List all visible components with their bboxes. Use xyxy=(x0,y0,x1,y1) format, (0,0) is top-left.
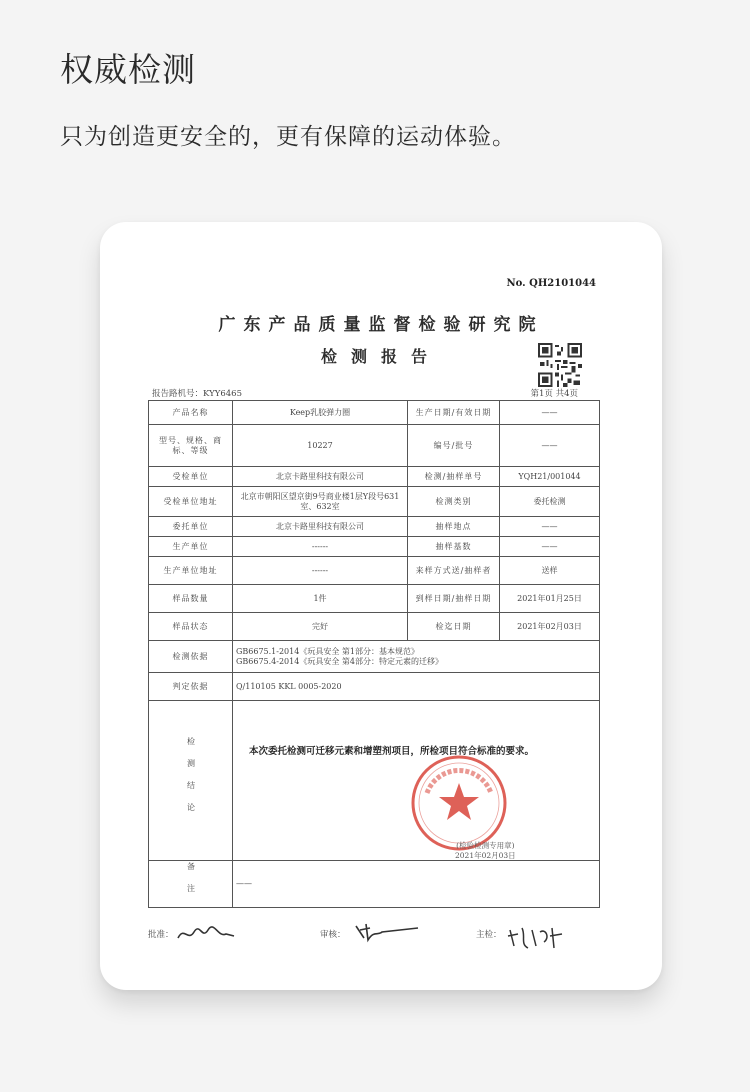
production-date-value: —— xyxy=(500,401,600,425)
test-basis-label: 检测依据 xyxy=(149,641,233,673)
product-name-label: 产品名称 xyxy=(149,401,233,425)
table-row xyxy=(149,613,600,641)
institute-name: 广东产品质量监督检验研究院 xyxy=(218,315,544,335)
table-row xyxy=(149,557,600,585)
review-label: 审核： xyxy=(320,930,346,940)
review-signature xyxy=(320,928,346,940)
sample-method-label: 来样方式送/抽样者 xyxy=(408,557,500,585)
stamp-caption xyxy=(455,841,516,861)
inspect-label: 主检： xyxy=(476,930,502,940)
sample-qty-label: 样品数量 xyxy=(149,585,233,613)
sample-order-value: YQH21/001044 xyxy=(500,467,600,487)
judgment-basis-value: Q/110105 KKL 0005-2020 xyxy=(233,673,600,701)
test-category-label: 检测类别 xyxy=(408,487,500,517)
qr-code-icon xyxy=(538,342,582,388)
conclusion-text: 本次委托检测可迁移元素和增塑剂项目，所检项目符合标准的要求。 xyxy=(249,746,535,757)
sampling-base-label: 抽样基数 xyxy=(408,537,500,557)
official-seal-icon xyxy=(409,753,509,853)
sampling-location-value: —— xyxy=(500,517,600,537)
registration-number: 报告路机号：KYY6465 xyxy=(152,389,242,399)
manufacturer-address-value: ------ xyxy=(233,557,408,585)
judgment-basis-label: 判定依据 xyxy=(149,673,233,701)
client-address-label: 受检单位地址 xyxy=(149,487,233,517)
handwritten-signature-icon xyxy=(352,920,422,944)
manufacturer-address-label: 生产单位地址 xyxy=(149,557,233,585)
approve-label: 批准： xyxy=(148,930,174,940)
manufacturer-value: ------ xyxy=(233,537,408,557)
batch-no-label: 编号/批号 xyxy=(408,425,500,467)
signature-row xyxy=(148,928,599,962)
handwritten-signature-icon xyxy=(176,922,236,944)
conclusion-label: 检测结论 xyxy=(149,701,233,861)
table-row xyxy=(149,537,600,557)
test-basis-line-2: GB6675.4-2014《玩具安全 第4部分：特定元素的迁移》 xyxy=(236,656,443,666)
page-title: 权威检测 xyxy=(60,50,196,89)
entrusting-unit-label: 委托单位 xyxy=(149,517,233,537)
client-address-value: 北京市朝阳区望京街9号商业楼1层Y段号631室、632室 xyxy=(233,487,408,517)
approve-signature xyxy=(148,928,174,940)
test-category-value: 委托检测 xyxy=(500,487,600,517)
entrusting-unit-value: 北京卡路里科技有限公司 xyxy=(233,517,408,537)
table-row xyxy=(149,401,600,425)
sample-state-label: 样品状态 xyxy=(149,613,233,641)
client-value: 北京卡路里科技有限公司 xyxy=(233,467,408,487)
table-row xyxy=(149,585,600,613)
sampling-base-value: —— xyxy=(500,537,600,557)
arrival-date-value: 2021年01月25日 xyxy=(500,585,600,613)
stamp-caption-text: (检验检测专用章) xyxy=(456,841,515,850)
page-subtitle: 只为创造更安全的，更有保障的运动体验。 xyxy=(60,124,516,150)
inspection-report xyxy=(100,222,662,990)
batch-no-value: —— xyxy=(500,425,600,467)
report-title: 检测报告 xyxy=(320,347,441,366)
client-label: 受检单位 xyxy=(149,467,233,487)
remarks-value: —— xyxy=(233,861,600,908)
remarks-label: 备注 xyxy=(149,861,233,908)
manufacturer-label: 生产单位 xyxy=(149,537,233,557)
model-label: 型号、规格、商标、等级 xyxy=(149,425,233,467)
table-row xyxy=(149,425,600,467)
table-row xyxy=(149,487,600,517)
sample-order-label: 检测/抽样单号 xyxy=(408,467,500,487)
table-row xyxy=(149,467,600,487)
product-name-value: Keep乳胶弹力圈 xyxy=(233,401,408,425)
model-value: 10227 xyxy=(233,425,408,467)
production-date-label: 生产日期/有效日期 xyxy=(408,401,500,425)
completion-date-value: 2021年02月03日 xyxy=(500,613,600,641)
completion-date-label: 检迄日期 xyxy=(408,613,500,641)
table-row xyxy=(149,861,600,908)
certificate-card xyxy=(100,222,662,990)
arrival-date-label: 到样日期/抽样日期 xyxy=(408,585,500,613)
test-basis-value xyxy=(233,641,600,673)
report-table xyxy=(148,400,600,908)
sample-method-value: 送样 xyxy=(500,557,600,585)
conclusion-cell xyxy=(233,701,600,861)
sampling-location-label: 抽样地点 xyxy=(408,517,500,537)
table-row xyxy=(149,517,600,537)
test-basis-line-1: GB6675.1-2014《玩具安全 第1部分：基本规范》 xyxy=(236,646,419,656)
table-row xyxy=(149,701,600,861)
page-number: 第1页 共4页 xyxy=(530,389,578,399)
sample-qty-value: 1件 xyxy=(233,585,408,613)
table-row xyxy=(149,641,600,673)
stamp-date-text: 2021年02月03日 xyxy=(455,850,516,860)
sample-state-value: 完好 xyxy=(233,613,408,641)
inspect-signature xyxy=(476,928,502,940)
report-number: No. QH2101044 xyxy=(506,278,596,289)
table-row xyxy=(149,673,600,701)
handwritten-signature-icon xyxy=(506,924,566,952)
